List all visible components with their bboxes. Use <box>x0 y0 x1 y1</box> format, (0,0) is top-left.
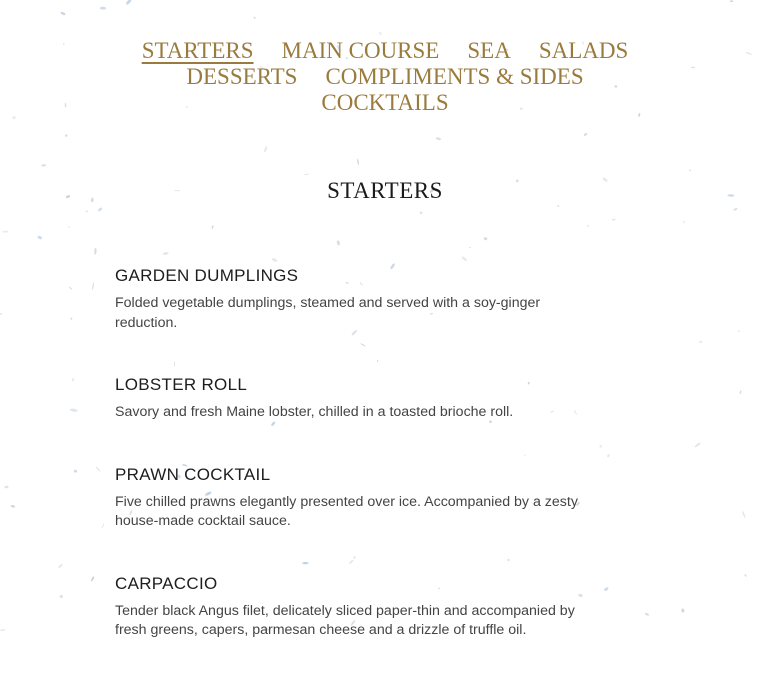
paper-speckle <box>730 0 734 2</box>
paper-speckle <box>606 454 610 458</box>
paper-speckle <box>70 408 78 412</box>
paper-speckle <box>60 11 66 16</box>
paper-speckle <box>211 225 214 229</box>
paper-speckle <box>37 235 42 240</box>
paper-speckle <box>74 470 78 473</box>
menu-item-description: Tender black Angus filet, delicately sliced paper-thin and accompanied by fresh greens, capers, parmesan cheese and a drizzle of truffle oil. <box>115 602 575 638</box>
section-title: STARTERS <box>327 178 443 203</box>
paper-speckle <box>586 225 590 228</box>
paper-speckle <box>461 256 467 262</box>
paper-speckle <box>0 629 6 631</box>
paper-speckle <box>483 237 487 241</box>
paper-speckle <box>59 594 63 598</box>
menu-item <box>115 266 605 333</box>
paper-speckle <box>379 32 382 36</box>
paper-speckle <box>336 240 340 246</box>
menu-list <box>115 266 605 683</box>
paper-speckle <box>163 252 169 255</box>
paper-speckle <box>356 159 359 166</box>
nav-item-main-course[interactable]: MAIN COURSE <box>281 38 440 63</box>
paper-speckle <box>3 231 8 233</box>
paper-speckle <box>419 211 422 214</box>
nav-item-desserts[interactable]: DESSERTS <box>186 64 298 89</box>
paper-speckle <box>125 0 132 5</box>
paper-speckle <box>304 173 309 175</box>
paper-speckle <box>271 257 277 262</box>
menu-item <box>115 465 605 532</box>
menu-item-description: Five chilled prawns elegantly presented over ice. Accompanied by a zesty house-made cocktail sauce. <box>115 493 578 529</box>
paper-speckle <box>645 612 650 616</box>
nav-item-starters[interactable]: STARTERS <box>141 38 254 63</box>
paper-speckle <box>12 116 16 119</box>
menu-item-name: PRAWN COCKTAIL <box>115 464 271 484</box>
paper-speckle <box>681 608 685 613</box>
paper-speckle <box>68 226 70 229</box>
paper-speckle <box>10 505 15 508</box>
category-nav <box>0 38 770 116</box>
paper-speckle <box>71 378 74 382</box>
paper-speckle <box>4 485 9 488</box>
paper-speckle <box>583 132 587 136</box>
menu-item <box>115 375 605 423</box>
paper-speckle <box>94 248 97 255</box>
paper-speckle <box>742 511 746 519</box>
paper-speckle <box>612 219 616 221</box>
menu-item-name: CARPACCIO <box>115 573 218 593</box>
paper-speckle <box>41 164 46 167</box>
paper-speckle <box>738 330 740 332</box>
paper-speckle <box>264 146 268 152</box>
paper-speckle <box>739 390 741 394</box>
menu-item <box>115 574 605 641</box>
nav-item-compliments-sides[interactable]: COMPLIMENTS & SIDES <box>325 64 584 89</box>
paper-speckle <box>733 207 738 211</box>
paper-speckle <box>101 523 104 529</box>
paper-speckle <box>557 205 559 207</box>
paper-speckle <box>699 341 703 344</box>
paper-speckle <box>744 574 747 577</box>
menu-item-name: GARDEN DUMPLINGS <box>115 266 299 285</box>
paper-speckle <box>97 207 102 212</box>
paper-speckle <box>253 17 256 19</box>
paper-speckle <box>65 134 68 137</box>
paper-speckle <box>58 564 63 569</box>
nav-item-sea[interactable]: SEA <box>467 38 511 63</box>
paper-speckle <box>694 442 701 448</box>
paper-speckle <box>683 220 686 223</box>
menu-item-description: Folded vegetable dumplings, steamed and served with a soy-ginger reduction. <box>115 295 541 331</box>
nav-item-salads[interactable]: SALADS <box>538 38 629 63</box>
nav-row-3 <box>0 90 770 116</box>
menu-item-name: LOBSTER ROLL <box>115 375 248 394</box>
nav-row-1 <box>0 38 770 64</box>
nav-item-cocktails[interactable]: COCKTAILS <box>321 90 449 115</box>
paper-speckle <box>92 282 95 290</box>
paper-speckle <box>95 466 100 472</box>
paper-speckle <box>689 169 691 171</box>
paper-speckle <box>435 137 441 141</box>
paper-speckle <box>70 317 73 320</box>
nav-row-2 <box>0 64 770 90</box>
paper-speckle <box>69 286 73 290</box>
paper-speckle <box>90 576 95 582</box>
paper-speckle <box>469 247 471 249</box>
paper-speckle <box>100 7 106 10</box>
paper-speckle <box>85 210 88 213</box>
paper-speckle <box>0 313 2 315</box>
menu-item-description: Savory and fresh Maine lobster, chilled in a toasted brioche roll. <box>115 404 514 420</box>
